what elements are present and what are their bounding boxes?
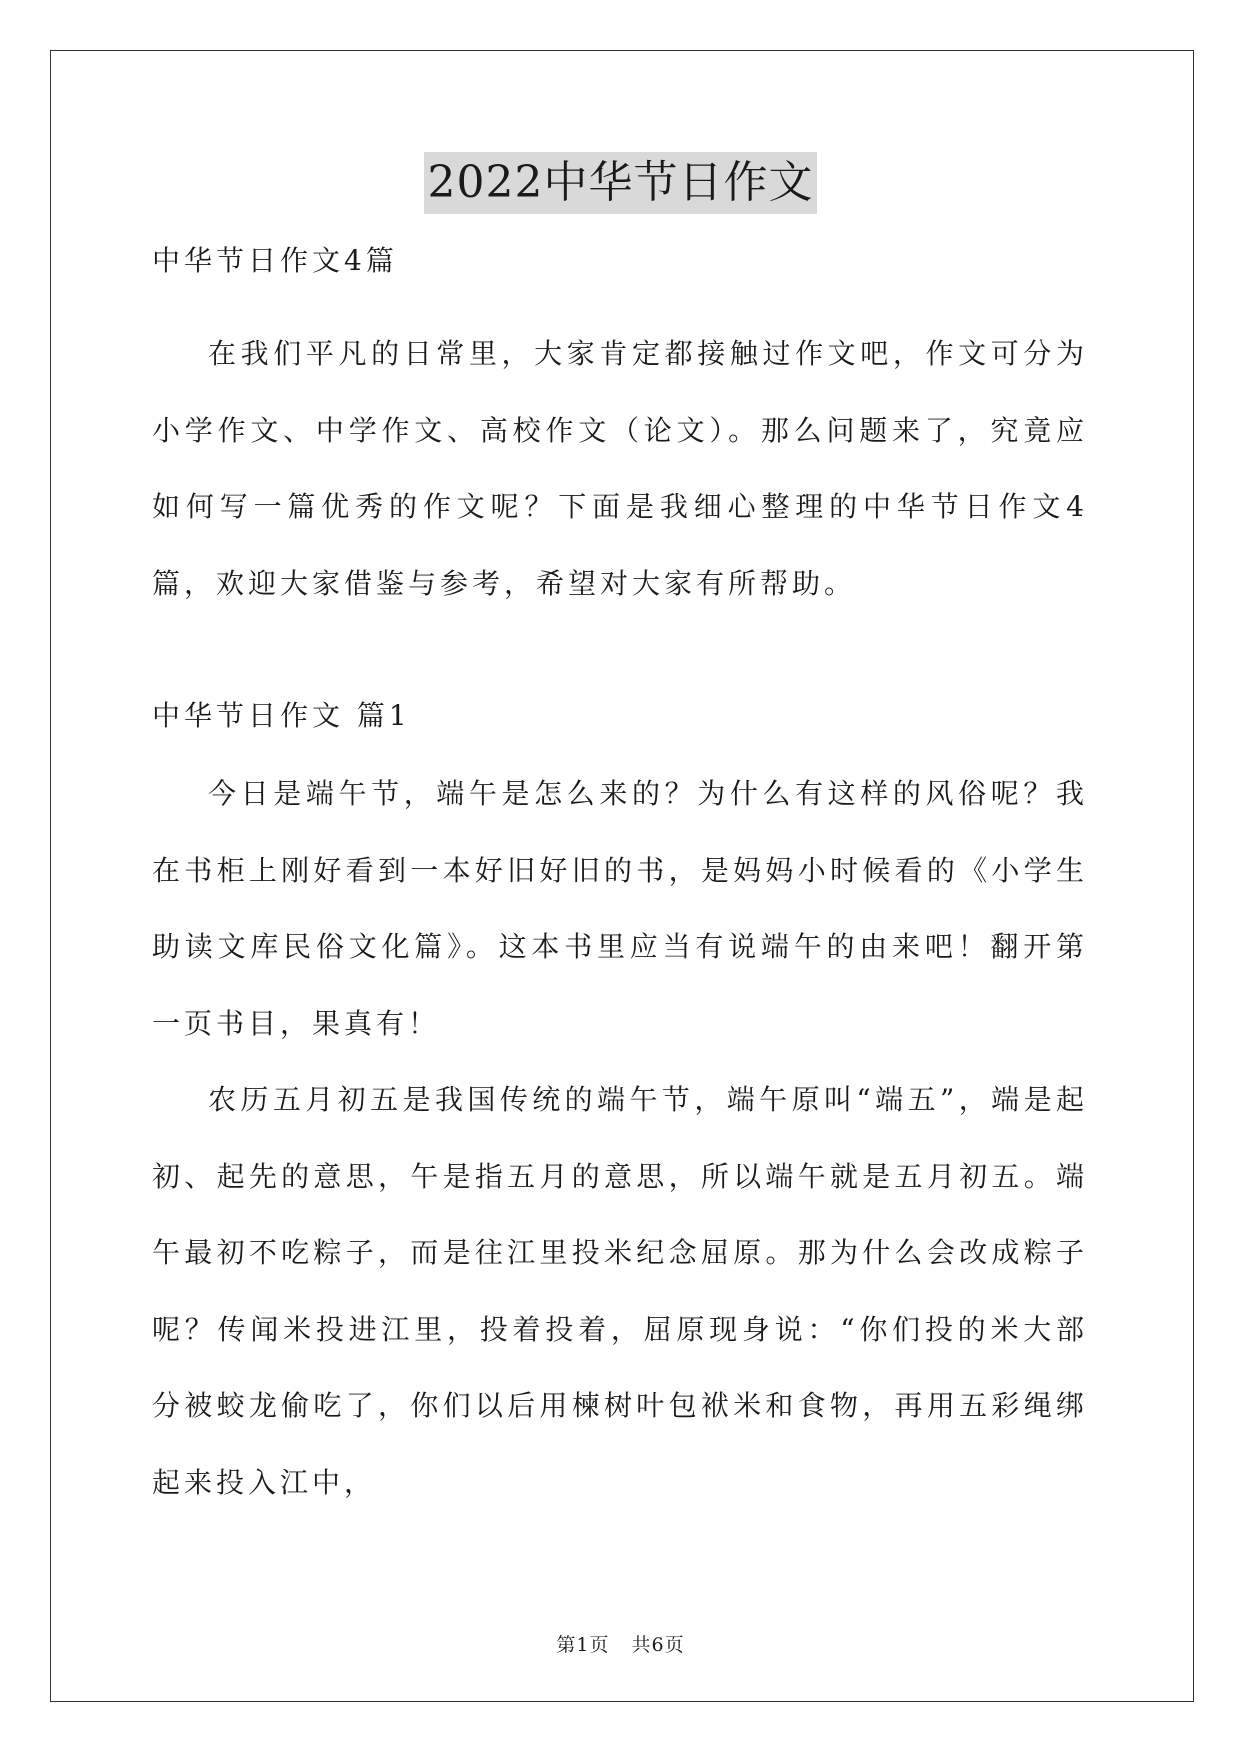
title-container — [0, 152, 1241, 214]
section-heading: 中华节日作文 篇1 — [152, 699, 411, 732]
page-total: 共6页 — [631, 1634, 685, 1656]
body-paragraph: 农历五月初五是我国传统的端午节，端午原叫“端五”，端是起初、起先的意思，午是指五月的意思，所以端午就是五月初五。端午最初不吃粽子，而是往江里投米纪念屈原。那为什么会改成粽子呢？传闻米投进江里，投着投着，屈原现身说：“你们投的米大部分被蛟龙偷吃了，你们以后用楝树叶包袱米和食物，再用五彩绳绑起来投入江中， — [152, 1083, 1088, 1499]
intro-paragraph: 在我们平凡的日常里，大家肯定都接触过作文吧，作文可分为小学作文、中学作文、高校作文（论文）。那么问题来了，究竟应如何写一篇优秀的作文呢？下面是我细心整理的中华节日作文4篇，欢迎大家借鉴与参考，希望对大家有所帮助。 — [152, 337, 1088, 600]
page-footer — [0, 1630, 1241, 1657]
document-subtitle: 中华节日作文4篇 — [152, 244, 398, 277]
document-title: 2022中华节日作文 — [424, 152, 818, 214]
body-paragraph: 今日是端午节，端午是怎么来的？为什么有这样的风俗呢？我在书柜上刚好看到一本好旧好旧的书，是妈妈小时候看的《小学生助读文库民俗文化篇》。这本书里应当有说端午的由来吧！翻开第一页书目，果真有！ — [152, 777, 1088, 1040]
page-number: 第1页 — [556, 1634, 610, 1656]
document-body — [152, 236, 1088, 1521]
